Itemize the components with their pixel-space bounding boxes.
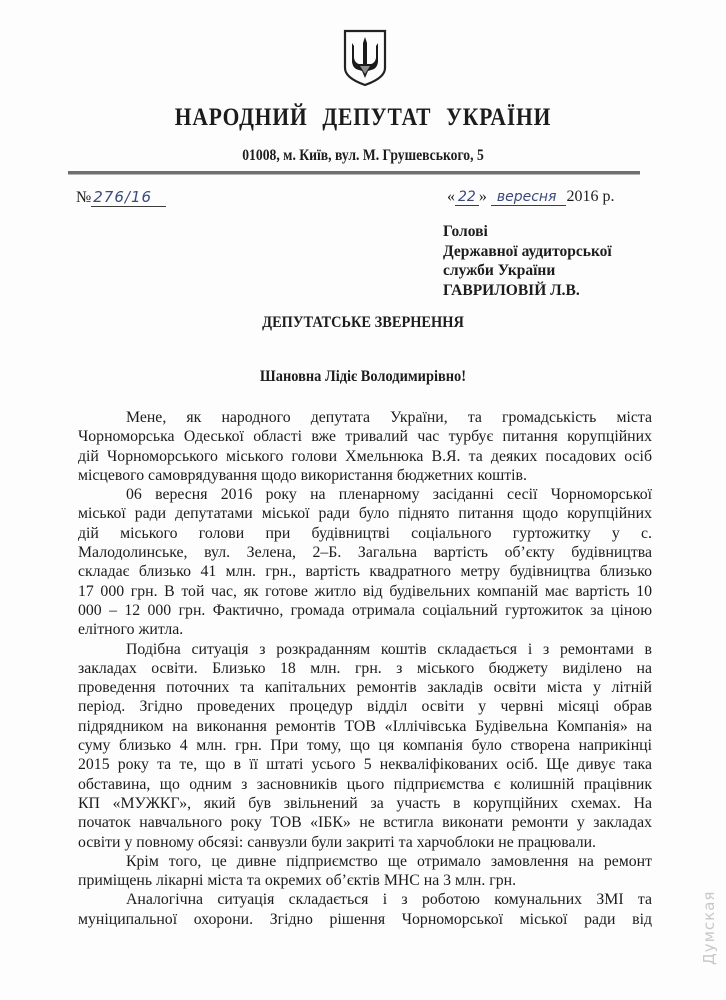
letterhead-divider — [68, 171, 640, 175]
body-line: Чорноморська Одеської області вже тривалий час турбує питання корупційних — [78, 428, 652, 446]
body-line: елітного житла. — [78, 621, 184, 639]
body-line: закладах освіти. Близько 18 млн. грн. з міського бюджету виділено на — [78, 659, 652, 677]
date-year: 2016 р. — [566, 188, 615, 205]
body-line: період. Згідно проведених процедур відділ освіти у червні місяці обрав — [78, 698, 652, 716]
reference-number — [76, 186, 166, 209]
body-line: 06 вересня 2016 року на пленарному засіданні сесії Чорноморської — [126, 486, 652, 504]
addressee-line: служби України — [443, 262, 556, 279]
watermark: Думская — [700, 890, 718, 965]
body-line: Подібна ситуація з розкраданням коштів складається і з ремонтами в — [126, 640, 652, 658]
salutation: Шановна Лідіє Володимирівно! — [259, 368, 467, 385]
addressee-name: ГАВРИЛОВІЙ Л.В. — [443, 281, 580, 299]
body-line: суму близько 4 млн. грн. При тому, що ця компанія було створена наприкінці — [78, 737, 652, 755]
addressee-line: Голові — [443, 223, 488, 240]
body-line: дій Чорноморського міського голови Хмельнюка В.Я. та деяких посадових осіб — [78, 447, 652, 465]
body-line: обставина, що одним з засновників цього підприємства є колишній працівник — [78, 775, 652, 793]
body-line: Малодолинське, вул. Зелена, 2–Б. Загальна вартість об’єкту будівництва — [78, 544, 652, 562]
reference-date — [447, 186, 614, 208]
body-line: проведення поточних та капітальних ремонтів закладів освіти міста у літній — [78, 679, 652, 697]
handwritten-month: вересня — [491, 189, 567, 206]
body-line: складає близько 41 млн. грн., вартість квадратного метру будівництва близько — [78, 563, 652, 581]
handwritten-number: 276/16 — [91, 188, 166, 207]
body-line: 17 000 грн. В той час, як готове житло від будівельних компаній має вартість 10 — [78, 582, 652, 600]
date-close-quote: » — [478, 188, 487, 205]
letterhead-address: 01008, м. Київ, вул. М. Грушевського, 5 — [242, 147, 484, 164]
body-line: місцевого самоврядування щодо використання бюджетних коштів. — [78, 466, 527, 484]
letter-body — [78, 408, 652, 929]
document-heading: ДЕПУТАТСЬКЕ ЗВЕРНЕННЯ — [262, 314, 464, 331]
body-line: міської ради депутатами міської ради було піднято питання щодо корупційних — [78, 505, 652, 523]
body-line: освіти у повному обсязі: санвузли були закриті та харчоблоки не працювали. — [78, 833, 596, 851]
body-line: муніципальної охорони. Згідно рішення Чорноморської міської ради від — [78, 910, 652, 928]
body-line: КП «МУЖКГ», який був звільнений за участь в корупційних схемах. На — [78, 794, 652, 812]
body-line: дій міського голови при будівництві соціального гуртожитку у с. — [78, 524, 652, 542]
body-line: підрядником на виконання ремонтів ТОВ «Іллічівська Будівельна Компанія» на — [78, 717, 652, 735]
body-line: Крім того, це дивне підприємство ще отримало замовлення на ремонт — [126, 852, 652, 870]
letterhead-title: НАРОДНИЙ ДЕПУТАТ УКРАЇНИ — [174, 104, 552, 131]
coat-of-arms-icon — [342, 28, 388, 88]
body-line: початок навчального року ТОВ «ІБК» не встигла виконати ремонти у закладах — [78, 814, 652, 832]
body-line: приміщень лікарні міста та окремих об’єктів МНС на 3 млн. грн. — [78, 872, 517, 890]
handwritten-day: 22 — [455, 189, 479, 206]
addressee-block — [443, 222, 612, 300]
number-sign: № — [76, 189, 92, 206]
body-line: 2015 року та те, що в її штаті усього 5 некваліфікованих осіб. Ще дивує така — [78, 756, 652, 774]
date-open-quote: « — [447, 188, 455, 205]
addressee-line: Державної аудиторської — [443, 242, 612, 260]
body-line: Мене, як народного депутата України, та громадськість міста — [126, 409, 652, 426]
body-line: 000 – 12 000 грн. Фактично, громада отримала соціальний гуртожиток за ціною — [78, 601, 652, 619]
body-line: Аналогічна ситуація складається і з роботою комунальних ЗМІ та — [126, 891, 652, 909]
